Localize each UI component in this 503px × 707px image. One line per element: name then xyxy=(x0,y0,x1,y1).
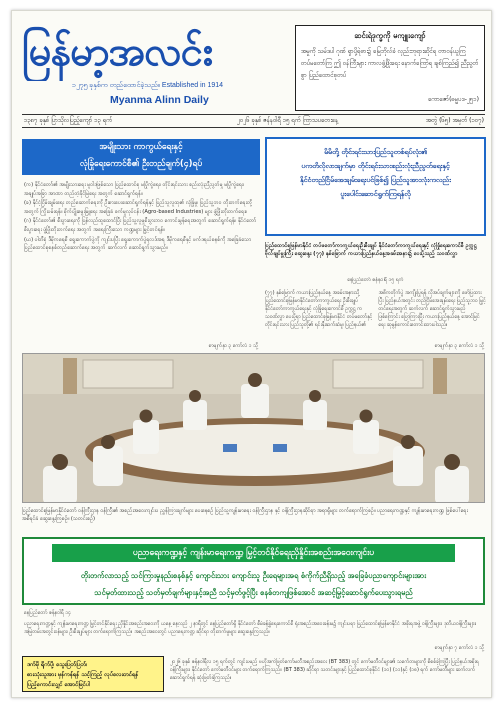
banner-headline-line-1: တိုးတက်လာသည့် သင်ကြားမှုနည်းစနစ်နှင့် ကျောင်းသား ကျောင်းသူ ဦးရေများအရ စံကိုက်ညီရှိသည့် အခြေခံပညာကျောင်းများအား xyxy=(80,571,427,580)
right-headline-line-1: မိမိတို့ တိုင်းရင်းသားပြည်သူတစ်ရပ်လုံး၏ xyxy=(324,148,427,156)
motto-title: ဆင်းရဲဒုက္ခကို မကျူးကျော် xyxy=(354,31,426,40)
meeting-photo-illustration xyxy=(23,354,485,503)
issue-dateline xyxy=(22,114,485,128)
bottom-story-body: ပညာရေးကဏ္ဍနှင့် ကျန်းမာရေးကဏ္ဍ မြှင့်တင်နိုင်ရေး ညှိနှိုင်းအစည်းအဝေးကို ယနေ့ နေ့လည် ၂ နာရီတွင် နေပြည်တော်ရှိ နိုင်ငံတော် စီမံခန့်ခွဲရေးကောင်စီ ရုံးအစည်းအဝေးခန်းမ၌ ကျင်းပရာ ပြည်ထောင်စုမြန်မာနိုင်ငံ အစိုးရအဖွဲ့ ဝန်ကြီးများ၊ ဒုတိယဝန်ကြီးများ၊ အမြဲတမ်းအတွင်းဝန်များ၊ ဦးစီးချုပ်များ တက်ရောက်ကြသည်။ အစည်းအဝေးတွင် ပညာရေးကဏ္ဍ ဆိုင်ရာ တိုးတက်မှုများ ဆွေးနွေးကြသည်။ xyxy=(24,621,477,635)
masthead-title: မြန်မာ့အလင်း xyxy=(22,28,213,75)
left-story-body xyxy=(24,181,258,341)
banner-headline-line-2: သင်မှတ်ထားသည့် သတ်မှတ်ချက်များနှင့်အညီ သင့်မှတ်ဖွင့်ပြီး စနစ်တကျဖြစ်အောင် အဆင့်မြှင့်ဆောင်ရွက်ပေးသွားရမည် xyxy=(94,588,413,597)
left-paragraph: (က) နိုင်ငံတော်၏ အမျိုးသားရေး မူဝါဒဖြစ်သော ပြည်ထောင်စု မပြိုကွဲရေး၊ တိုင်းရင်းသား စည်းလုံးညီညွတ်မှု မပြိုကွဲရေး၊ အချုပ်အခြာ အာဏာ တည်တံ့ခိုင်မြဲရေး အတွက် ဆောင်ရွက်ရန်။ xyxy=(24,182,245,197)
masthead-english-title: Myanma Alinn Daily xyxy=(110,94,209,106)
left-paragraph: (ဂ) နိုင်ငံတော်၏ စီးပွားရေးကို ပြန်လည်ထူထောင်ပြီး ပြည်သူ့လူမှုစီးပွားဘဝ ကောင်းမွန်ရေးအတွက် ဆောင်ရွက်ရန်။ နိုင်ငံတော် စီးပွားရေး ဖွံ့ဖြိုးတိုးတက်ရေး အတွက် အရေးကြီးသော ကဏ္ဍများ မြှင့်တင်ရန်။ xyxy=(24,218,257,233)
dateline-volume: အတွဲ (၆၅) အမှတ် (၁၀၇) xyxy=(425,117,484,124)
left-paragraph: (ဃ) ပါတီစုံ ဒီမိုကရေစီ ရွေးကောက်ပွဲကို ကျင်းပပြီး ရွေးကောက်ပွဲရလဒ်အရ ဒီမိုကရေစီနှင့် ဖက်ဒရယ်စနစ်ကို အခြေခံသော ပြည်ထောင်စုစနစ်တည်ဆောက်ရေး အတွက် ဆက်လက် ဆောင်ရွက်သွားမည်။ xyxy=(24,236,252,252)
motto-box xyxy=(295,25,485,111)
motto-body: အမှုကို သမ်ဒပါ ဂုဏ် ရှာပို့ရဲဓား၌ မြေဘိုလ်ခံ လှည်းဘုရားဆိုင်ရ တာဝန်ယူကြ တပ်မတော်ကြ ဤ ဝန်ကြီးများ ကာလဖွံ့ဖြိုးရေး နောက်ကြော်ရ ချစ်ကြည်၍ ညီညွတ်စွာ ပြည်ထောင်စုတပ် xyxy=(301,48,479,79)
left-headline-line-2: လုံခြုံရေးကောင်စီ၏ ဦးတည်ချက်(၄)ရပ် xyxy=(79,159,203,169)
right-headline-line-2: ပကတိလိုလားချက်မှာ တိုင်းရင်းသားစည်းလုံးညီညွတ်ရေးနှင့် xyxy=(301,162,450,170)
right-headline-line-4: ပူးပေါင်းဆောင်ရွက်ကြရန်လို xyxy=(340,190,411,198)
right-story-body: (၇၇) နှစ်မြောက် ကယားပြည်နယ်နေ့ အခမ်းအနားသို့ ပြည်ထောင်စုမြန်မာနိုင်ငံတော်ကာကွယ်ရေး ဦးစီးချုပ် နိုင်ငံတော်ကာကွယ်ရေးနှင့် လုံခြုံရေးကောင်စီ ဥက္ကဋ္ဌ က သဝဏ်လွှာ ပေးပို့ရာ ပြည်ထောင်စုမြန်မာနိုင်ငံ တပ်မတော်နှင့် တိုင်းရင်းသား ပြည်သူတို့၏ ရင်းနှီးဆက်ဆံမှု၊ ပြည်နယ်၏ အဓိကတိုက်ပွဲ အကျိုးပြုရန် လိုအပ်ချက်များကို ဖော်ပြထားပြီး ပြည်နယ်အတွင်း တည်ငြိမ်အေးချမ်းရေး ပြည်သူ့ဘဝ မြှင့်တင်ရေးအတွက် ဆက်လက် ဆောင်ရွက်သွားမည်ဖြစ်ကြောင်း ပြောကြားပြီး ကယားပြည်နယ်နေ့ အောင်မြင်ရေး ဆုမွန်ကောင်းတောင်းထားပါသည်။ xyxy=(265,290,486,328)
bottom-strip-text: ၂၀၂၆ ခုနှစ် ဇန်နဝါရီလ ၁၅ ရက်တွင် ကျင်းပမည့် ဗဟိုအကဲဖြတ်ကော်မတီအစည်းအဝေး (BT 383) တွင် ကော်မတီဝင်များ၏ သင်္ကေတများကို စိစစ်ခဲ့ကြပြီး ပြည်နယ်အစိုးရ ဝန်ကြီးများ၊ နိုင်ငံတော် ကော်မတီဝင်များ တက်ရောက်ကြသည်။ (BT 383) ဆိုင်ရာ သတင်းများနှင့် ပြည်ထောင်စုနိုင်ငံ (၁၀) (၁၁)နှင့် (၁၈) ရက် ကော်မတီများ ဆက်လက် ဆောင်ရွက်ရန် ဆုံးဖြတ်ခဲ့ကြသည်။ xyxy=(170,659,479,681)
notice-line-2: စားသုံးသူအား မှန်ကန်ရန် သင့်ကြည့် လုပ်လေးတင်ရန် xyxy=(27,672,139,678)
left-headline-line-1: အမျိုးသား ကာကွယ်ရေးနှင့် xyxy=(99,142,183,152)
bottom-story-dateline: နေပြည်တော် ဇန်နဝါရီ ၁၄ xyxy=(24,610,71,616)
notice-box xyxy=(22,656,164,692)
dateline-date: ၂၀၂၆ ခုနှစ် ဇန်နဝါရီ ၁၅ ရက် ကြာသပတေးနေ့ xyxy=(237,117,339,124)
motto-footer: ကောဇော်(ဓမ္မပဒ-၂၅၁) xyxy=(428,96,479,103)
left-paragraph: (ခ) နိုင်ငံ့ငြိမ်းချမ်းရေး တည်ဆောက်ရေးကို ဦးစားပေးဆောင်ရွက်ရန်နှင့် ပြည်သူလူထု၏ လုံခြုံမှု၊ ပြည်သူ့ဘဝ တိုးတက်ရေးတို့အတွက် ကြိုးပမ်းရန်။ စိုက်ပျိုးမွေးမြူရေး အခြေခံ စက်မှုလုပ်ငန်း (Agro-based Industries) များ ဖွံ့ဖြိုးတိုးတက်ရေး။ xyxy=(24,200,252,215)
right-story-headline xyxy=(272,145,479,201)
bottom-story-continued[interactable]: စာမျက်နှာ ၇ ကော်လံ ၁ သို့ xyxy=(434,645,484,651)
banner-headline xyxy=(30,567,477,601)
newspaper-front-page xyxy=(11,10,492,698)
masthead-established: ၁၂၇၅ ခုနှစ်က တည်ထောင်ခဲ့သည်။ Established in 1914 xyxy=(72,82,224,89)
right-story-continued[interactable]: စာမျက်နှာ ၃ ကော်လံ ၁ သို့ xyxy=(434,343,484,349)
notice-line-3: ပြည့်ကောင်းလျှင် အောင်မြင်ပါ xyxy=(27,682,91,688)
banner-subtitle: ပညာရေးကဏ္ဍနှင့် ကျန်းမာရေးကဏ္ဍ မြှင့်တင်နိုင်ရေးညှိနှိုင်းအစည်းအဝေးကျင်းပ xyxy=(52,544,455,562)
right-story-dateline: နေပြည်တော် ဇန်နဝါရီ ၁၅ ရက် xyxy=(347,277,404,283)
bottom-story-banner[interactable] xyxy=(22,537,485,605)
meeting-photo xyxy=(22,353,485,503)
photo-caption: ပြည်ထောင်စုမြန်မာနိုင်ငံတော် ဝန်ကြီးဌာန ဝန်ကြီး၏ အစည်းအဝေးကျင်းပ ညွှန်ကြားချက်များ ပေးနေစဉ် ပြည်သူ့ကျန်းမာရေး ဝန်ကြီးဌာန နှင့် ဝန်ကြီးဌာနဆိုင်ရာ အရာရှိများ တက်ရောက်ကြစဉ်။ ပညာရေးကဏ္ဍနှင့် ကျန်းမာရေးကဏ္ဍ ဖြစ်ပေါ်ရေး အစီရင်ခံ ဆွေးနွေးကြစဉ်။ (သတင်းစဉ်) xyxy=(22,508,468,522)
right-headline-line-3: နိုင်ငံတည်ငြိမ်အေးချမ်းရေးပင်ဖြစ်၍ ပြည်သူအားလုံးကလည်း xyxy=(300,176,451,184)
right-story-lead: ပြည်ထောင်စုမြန်မာနိုင်ငံ တပ်မတော်ကာကွယ်ရေးဦးစီးချုပ် နိုင်ငံတော်ကာကွယ်ရေးနှင့် လုံခြုံရေးကောင်စီ ဥက္ကဋ္ဌ ဗိုလ်ချုပ်မှူးကြီး ဆွေးနွေး (၇၇) နှစ်မြောက် ကယားပြည်နယ်နေ့အခမ်းအနား၌ ပေးပို့သည့် သဝဏ်လွှာ xyxy=(265,243,477,257)
notice-line-1: ဒက်မို ရိုက်ပို့၊ သွေးပြတ်ပြတ်၊ xyxy=(27,662,88,668)
left-story-continued[interactable]: စာမျက်နှာ ၃ ကော်လံ ၁ သို့ xyxy=(208,343,258,349)
dateline-lunar-date: ၁၃၈၇ ခုနှစ် ပြာသိုလပြည့်ကျော် ၁၃ ရက် xyxy=(24,117,113,124)
right-story-headline-box[interactable] xyxy=(265,137,486,236)
left-story-headline[interactable] xyxy=(22,139,260,175)
